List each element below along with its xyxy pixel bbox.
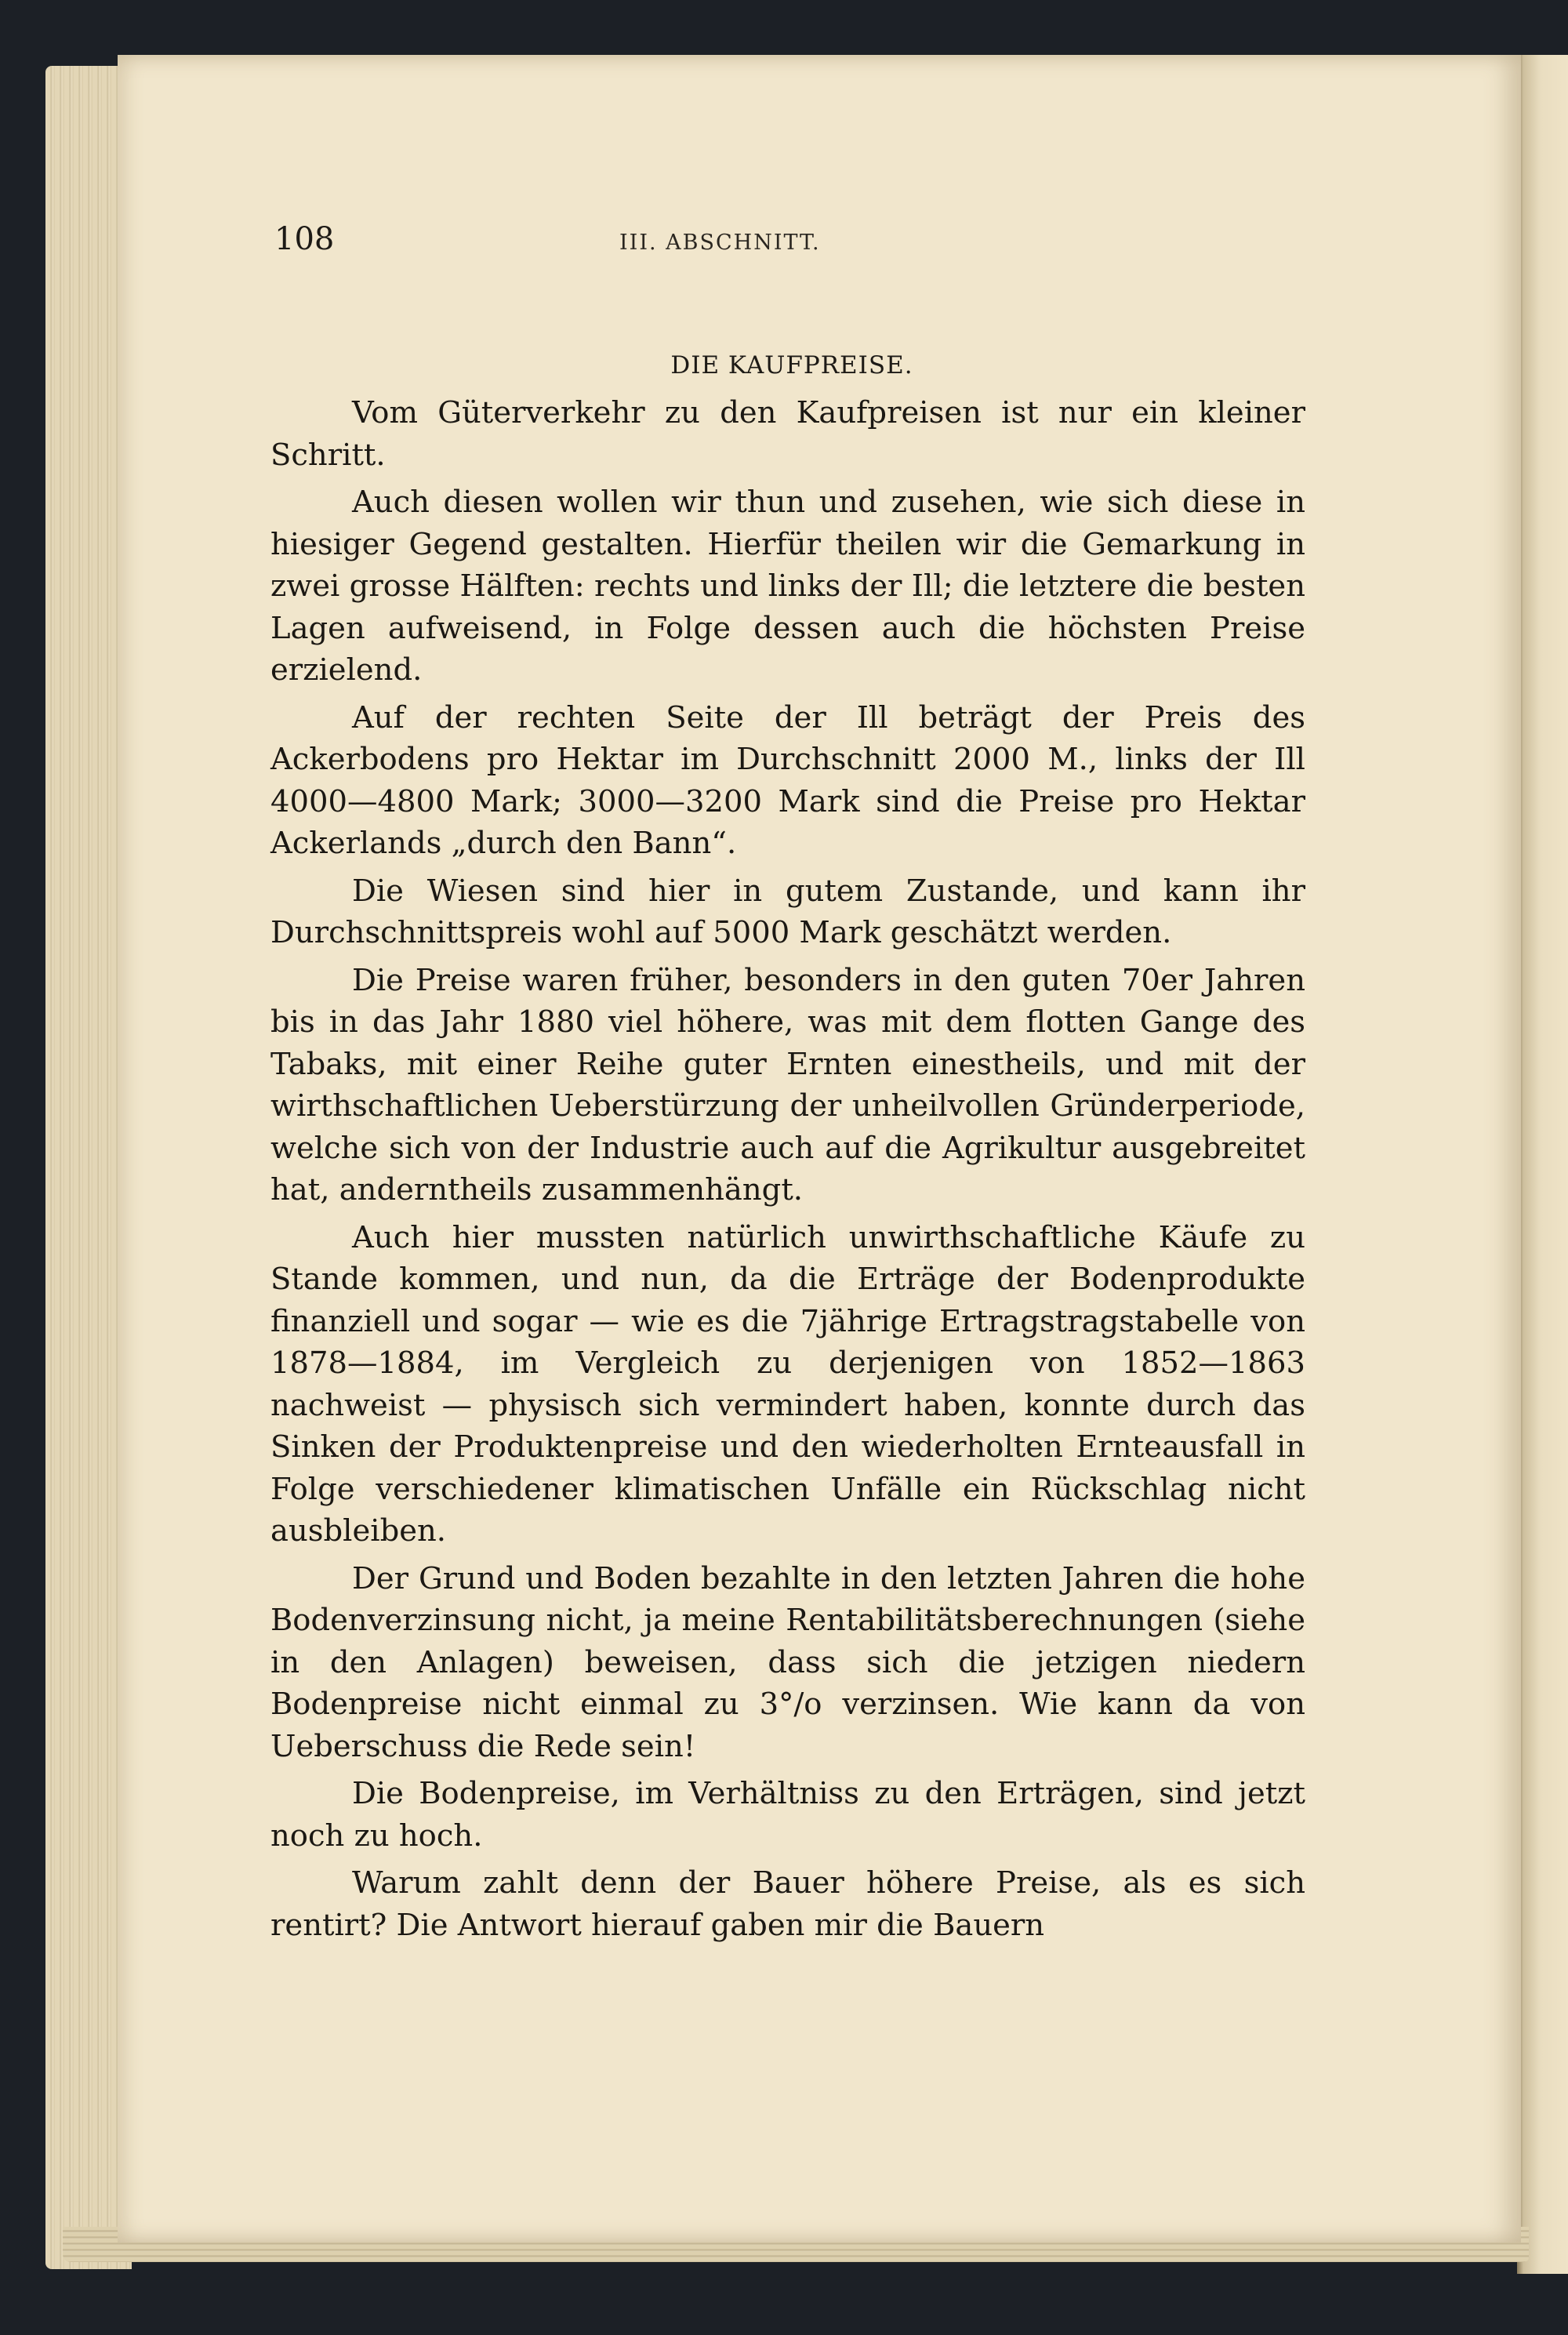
paragraph: Auf der rechten Seite der Ill beträgt der Preis des Ackerbodens pro Hektar im Durchschnitt 2000 M., links der Ill 4000—4800 Mark; 3000—3200 Mark sind die Preise pro Hektar Ackerlands „durch den Bann“. [270, 699, 1305, 861]
body-text [270, 392, 1305, 1946]
page-number: 108 [274, 221, 335, 257]
paragraph: Die Preise waren früher, besonders in den guten 70er Jahren bis in das Jahr 1880 viel höhere, was mit dem flotten Gange des Tabaks, mit einer Reihe guter Ernten einestheils, und mit der wirthschaftlichen Ueberstürzung der unheilvollen Gründerperiode, welche sich von der Industrie auch auf die Agrikultur ausgebreitet hat, anderntheils zusammenhängt. [270, 962, 1305, 1207]
paragraph: Die Wiesen sind hier in gutem Zustande, und kann ihr Durchschnittspreis wohl auf 5000 Mark geschätzt werden. [270, 873, 1305, 950]
section-title: DIE KAUFPREISE. [670, 351, 913, 379]
paragraph: Auch hier mussten natürlich unwirthschaftliche Käufe zu Stande kommen, und nun, da die Erträge der Bodenprodukte finanziell und sogar — wie es die 7jährige Ertragstragstabelle von 1878—1884, im Vergleich zu derjenigen von 1852—1863 nachweist — physisch sich vermindert haben, konnte durch das Sinken der Produktenpreise und den wiederholten Ernteausfall in Folge verschiedener klimatischen Unfälle ein Rückschlag nicht ausbleiben. [270, 1219, 1305, 1549]
page-header [274, 221, 1309, 284]
paragraph: Der Grund und Boden bezahlte in den letzten Jahren die hohe Bodenverzinsung nicht, ja meine Rentabilitätsberechnungen (siehe in den Anlagen) beweisen, dass sich die jetzigen niedern Bodenpreise nicht einmal zu 3°/o verzinsen. Wie kann da von Ueberschuss die Rede sein! [270, 1560, 1305, 1764]
facing-page-edge [1517, 55, 1568, 2274]
paragraph: Die Bodenpreise, im Verhältniss zu den Erträgen, sind jetzt noch zu hoch. [270, 1776, 1305, 1854]
running-head: III. ABSCHNITT. [619, 231, 821, 255]
paragraph: Warum zahlt denn der Bauer höhere Preise, als es sich rentirt? Die Antwort hierauf gaben mir die Bauern [270, 1865, 1305, 1943]
paragraph: Auch diesen wollen wir thun und zusehen, wie sich diese in hiesiger Gegend gestalten. Hierfür theilen wir die Gemarkung in zwei grosse Hälften: rechts und links der Ill; die letztere die besten Lagen aufweisend, in Folge dessen auch die höchsten Preise erzielend. [270, 485, 1305, 688]
paragraph: Vom Güterverkehr zu den Kaufpreisen ist nur ein kleiner Schritt. [270, 395, 1305, 473]
